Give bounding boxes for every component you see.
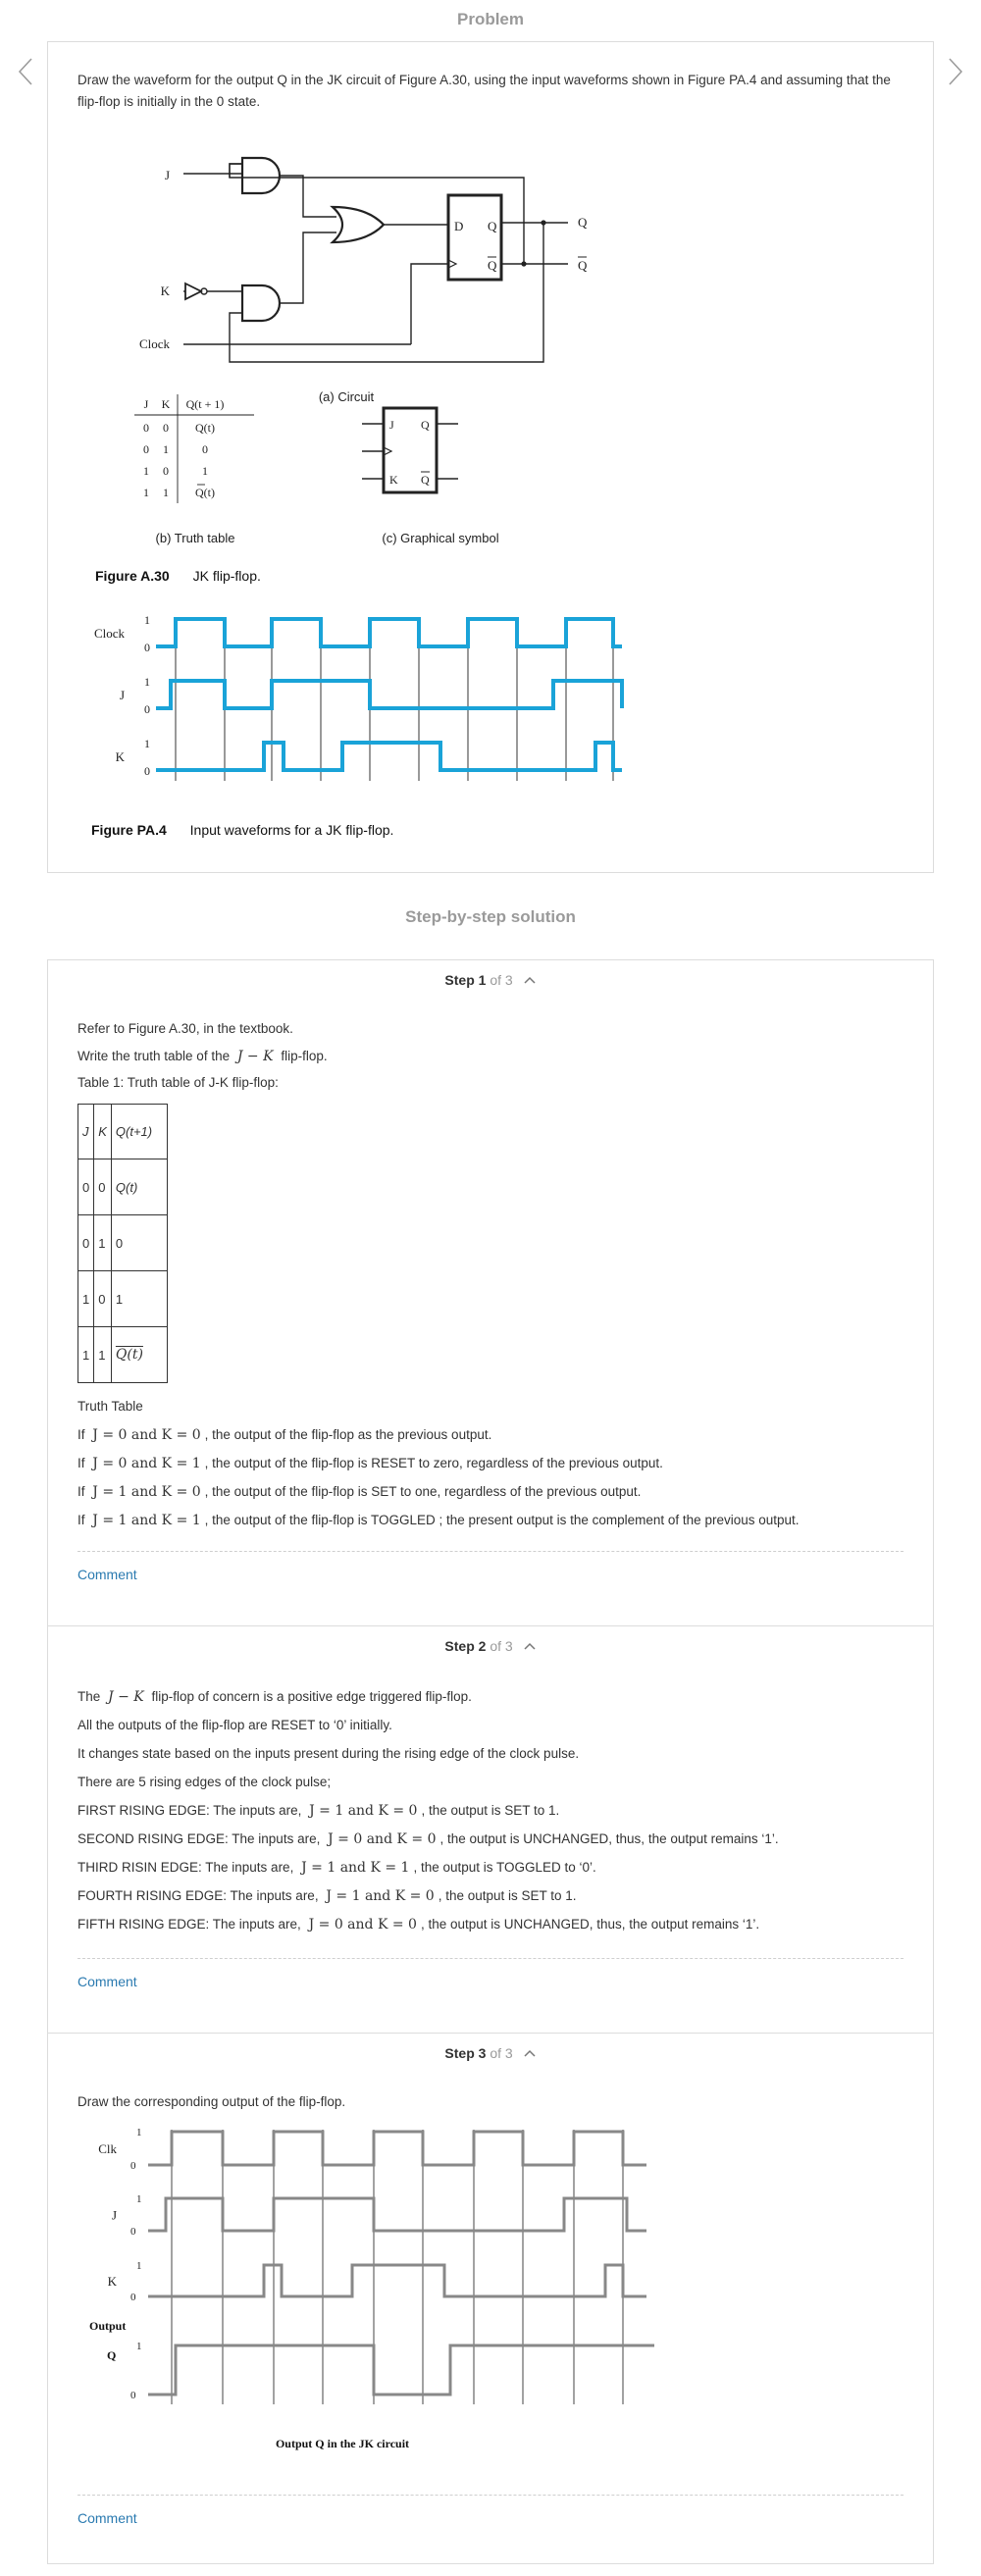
level-high-label: 1 — [144, 613, 150, 627]
problem-panel — [47, 41, 934, 873]
symbol-k-label: K — [389, 473, 398, 487]
text: , the output is UNCHANGED, thus, the output remains ‘1’. — [420, 1917, 760, 1932]
waveform-j — [148, 2198, 646, 2231]
output-q-label: Q — [107, 2348, 117, 2362]
signal-label: J — [111, 2207, 117, 2223]
output-waveform-diagram — [68, 2120, 715, 2473]
chevron-up-icon — [523, 975, 537, 985]
math: J = 0 and K = 0 — [308, 1917, 417, 1932]
math: J = 1 and K = 0 — [309, 1803, 418, 1819]
edge-line — [77, 1803, 559, 1819]
step-1-line-2 — [77, 1049, 328, 1064]
level-high-label: 1 — [136, 2341, 142, 2352]
level-high-label: 1 — [136, 2260, 142, 2272]
math: J = 0 and K = 0 — [92, 1427, 201, 1443]
step-2-line-3: It changes state based on the inputs present during the rising edge of the clock pulse. — [77, 1746, 580, 1761]
signal-label: Clk — [98, 2141, 117, 2156]
input-clock-label: Clock — [138, 336, 170, 351]
text: FIFTH RISING EDGE: The inputs are, — [77, 1917, 301, 1932]
problem-title: Problem — [456, 10, 525, 28]
chevron-up-icon — [523, 2048, 537, 2058]
ff-qbar-label: Q — [488, 258, 497, 273]
text: If — [77, 1513, 85, 1527]
table-cell: 0 — [111, 1215, 167, 1271]
step-3 — [48, 2033, 933, 2564]
waveform-clock — [156, 619, 622, 646]
table-header: Q(t+1) — [111, 1105, 167, 1159]
solution-title: Step-by-step solution — [405, 907, 576, 926]
level-high-label: 1 — [136, 2127, 142, 2138]
tt-cell: 0 — [163, 464, 169, 478]
math-jk: J − K — [236, 1049, 274, 1064]
ff-q-label: Q — [488, 219, 497, 233]
condition-line — [77, 1513, 800, 1528]
text: , the output of the flip-flop is TOGGLED ; the present output is the complement of the previous output. — [204, 1513, 800, 1527]
previous-arrow-icon[interactable] — [16, 57, 35, 91]
step-1 — [48, 960, 933, 1625]
tt-header-q: Q(t + 1) — [185, 397, 225, 411]
text: , the output is SET to 1. — [438, 1888, 577, 1903]
table-cell: Q(t) — [111, 1327, 167, 1383]
divider — [77, 1551, 904, 1552]
step-2-line-1 — [77, 1689, 472, 1705]
step-count: of 3 — [490, 972, 513, 988]
text: If — [77, 1427, 85, 1442]
input-waveforms — [77, 609, 637, 786]
text: , the output of the flip-flop as the previous output. — [204, 1427, 492, 1442]
next-arrow-icon[interactable] — [946, 57, 965, 91]
tt-cell: Q(t) — [195, 486, 215, 499]
text: The — [77, 1689, 101, 1704]
step-count: of 3 — [490, 2045, 513, 2061]
output-qbar-label: Q — [578, 258, 588, 273]
table-cell: 0 — [78, 1159, 94, 1215]
text: , the output of the flip-flop is RESET to zero, regardless of the previous output. — [204, 1456, 663, 1470]
figure-truth-table — [127, 390, 274, 518]
tt-cell: 1 — [143, 464, 149, 478]
level-low-label: 0 — [144, 764, 150, 778]
edge-line — [77, 1917, 759, 1932]
step-1-line-3: Table 1: Truth table of J-K flip-flop: — [77, 1075, 279, 1090]
step-number: Step 1 — [444, 972, 487, 988]
condition-line — [77, 1427, 491, 1443]
table-caption: Truth Table — [77, 1399, 143, 1414]
level-low-label: 0 — [144, 702, 150, 716]
text: flip-flop. — [281, 1049, 328, 1063]
circuit-diagram — [68, 129, 617, 413]
symbol-j-label: J — [389, 418, 394, 432]
comment-link[interactable]: Comment — [77, 2510, 137, 2526]
edge-line — [77, 1888, 577, 1904]
output-caption: Output Q in the JK circuit — [275, 2437, 410, 2450]
tt-cell: 1 — [163, 442, 169, 456]
output-q-label: Q — [578, 215, 588, 230]
level-low-label: 0 — [130, 2292, 136, 2303]
math: J = 1 and K = 1 — [92, 1513, 201, 1528]
ff-d-label: D — [454, 219, 464, 233]
figure-pa4-caption — [91, 822, 393, 838]
table-cell: 0 — [78, 1215, 94, 1271]
table-cell: Q(t) — [111, 1159, 167, 1215]
symbol-q-label: Q — [421, 418, 430, 432]
text: , the output of the flip-flop is SET to one, regardless of the previous output. — [204, 1484, 642, 1499]
step-2-line-4: There are 5 rising edges of the clock pulse; — [77, 1775, 332, 1789]
level-high-label: 1 — [136, 2193, 142, 2205]
table-cell: 0 — [94, 1271, 112, 1327]
table-cell: 0 — [94, 1159, 112, 1215]
table-header: K — [94, 1105, 112, 1159]
divider — [77, 1958, 904, 1959]
comment-link[interactable]: Comment — [77, 1974, 137, 1989]
table-header: J — [78, 1105, 94, 1159]
signal-label: J — [119, 688, 125, 702]
level-low-label: 0 — [144, 641, 150, 654]
text: SECOND RISING EDGE: The inputs are, — [77, 1831, 321, 1846]
tt-cell: 0 — [143, 421, 149, 435]
truth-table-caption: (b) Truth table — [155, 531, 235, 545]
divider — [77, 2495, 904, 2496]
step-3-line-1: Draw the corresponding output of the flip-flop. — [77, 2094, 346, 2109]
tt-header-k: K — [161, 397, 171, 411]
signal-label: K — [115, 749, 125, 764]
level-low-label: 0 — [130, 2160, 136, 2172]
figure-pa4-label: Figure PA.4 — [91, 822, 167, 838]
tt-cell: 0 — [143, 442, 149, 456]
math: J = 0 and K = 1 — [92, 1456, 201, 1471]
edge-line — [77, 1831, 779, 1847]
tt-cell: Q(t) — [195, 421, 215, 435]
step-2-line-2: All the outputs of the flip-flop are RESET to ‘0’ initially. — [77, 1718, 392, 1732]
tt-cell: 0 — [163, 421, 169, 435]
waveform-q — [148, 2345, 654, 2395]
graphical-symbol-caption: (c) Graphical symbol — [382, 531, 499, 545]
problem-text: Draw the waveform for the output Q in the JK circuit of Figure A.30, using the input waveforms shown in Figure PA.4 and assuming that the flip-flop is initially in the 0 state. — [77, 73, 891, 109]
math-jk: J − K — [108, 1689, 144, 1705]
figure-pa4-title: Input waveforms for a JK flip-flop. — [189, 822, 394, 838]
step-1-header[interactable] — [48, 972, 933, 988]
signal-label: K — [107, 2274, 117, 2289]
symbol-qbar-label: Q — [421, 473, 430, 487]
input-k-label: K — [160, 283, 170, 298]
figure-a30-title: JK flip-flop. — [192, 568, 261, 584]
step-number: Step 3 — [444, 2045, 487, 2061]
waveform-k — [156, 743, 622, 770]
figure-a30-label: Figure A.30 — [95, 568, 170, 584]
figure-a30-caption — [95, 568, 261, 584]
table-cell: 1 — [78, 1327, 94, 1383]
table-cell: 1 — [78, 1271, 94, 1327]
waveform-j — [156, 681, 622, 708]
step-2-header[interactable] — [48, 1638, 933, 1654]
tt-cell: 1 — [163, 486, 169, 499]
tt-cell: 0 — [202, 442, 208, 456]
math: J = 1 and K = 1 — [301, 1860, 410, 1876]
text: Write the truth table of the — [77, 1049, 231, 1063]
graphical-symbol — [352, 400, 480, 518]
table-cell: 1 — [111, 1271, 167, 1327]
step-2 — [48, 1625, 933, 2033]
level-high-label: 1 — [144, 737, 150, 750]
text: FIRST RISING EDGE: The inputs are, — [77, 1803, 302, 1818]
signal-label: Clock — [93, 626, 125, 641]
level-low-label: 0 — [130, 2390, 136, 2401]
text: THIRD RISIN EDGE: The inputs are, — [77, 1860, 294, 1875]
comment-link[interactable]: Comment — [77, 1567, 137, 1582]
text: If — [77, 1456, 85, 1470]
text: , the output is SET to 1. — [421, 1803, 560, 1818]
math: J = 1 and K = 0 — [326, 1888, 435, 1904]
tt-cell: 1 — [143, 486, 149, 499]
tt-cell: 1 — [202, 464, 208, 478]
output-label: Output — [89, 2319, 127, 2333]
text: FOURTH RISING EDGE: The inputs are, — [77, 1888, 319, 1903]
condition-line — [77, 1484, 641, 1500]
table-cell: 1 — [94, 1215, 112, 1271]
math: J = 0 and K = 0 — [328, 1831, 437, 1847]
text: If — [77, 1484, 85, 1499]
step-count: of 3 — [490, 1638, 513, 1654]
condition-line — [77, 1456, 663, 1471]
text: , the output is UNCHANGED, thus, the output remains ‘1’. — [439, 1831, 779, 1846]
text: flip-flop of concern is a positive edge triggered flip-flop. — [151, 1689, 472, 1704]
solution-panel — [47, 959, 934, 2564]
step-1-line-1: Refer to Figure A.30, in the textbook. — [77, 1021, 293, 1036]
input-j-label: J — [164, 168, 170, 182]
table-cell: 1 — [94, 1327, 112, 1383]
text: , the output is TOGGLED to ‘0’. — [413, 1860, 596, 1875]
tt-header-j: J — [143, 397, 149, 411]
truth-table — [77, 1104, 168, 1383]
edge-line — [77, 1860, 596, 1876]
math: J = 1 and K = 0 — [92, 1484, 201, 1500]
waveform-clk — [148, 2132, 646, 2165]
step-number: Step 2 — [444, 1638, 487, 1654]
step-3-header[interactable] — [48, 2045, 933, 2061]
level-high-label: 1 — [144, 675, 150, 689]
chevron-up-icon — [523, 1641, 537, 1651]
level-low-label: 0 — [130, 2226, 136, 2238]
circuit-caption: (a) Circuit — [318, 389, 375, 404]
